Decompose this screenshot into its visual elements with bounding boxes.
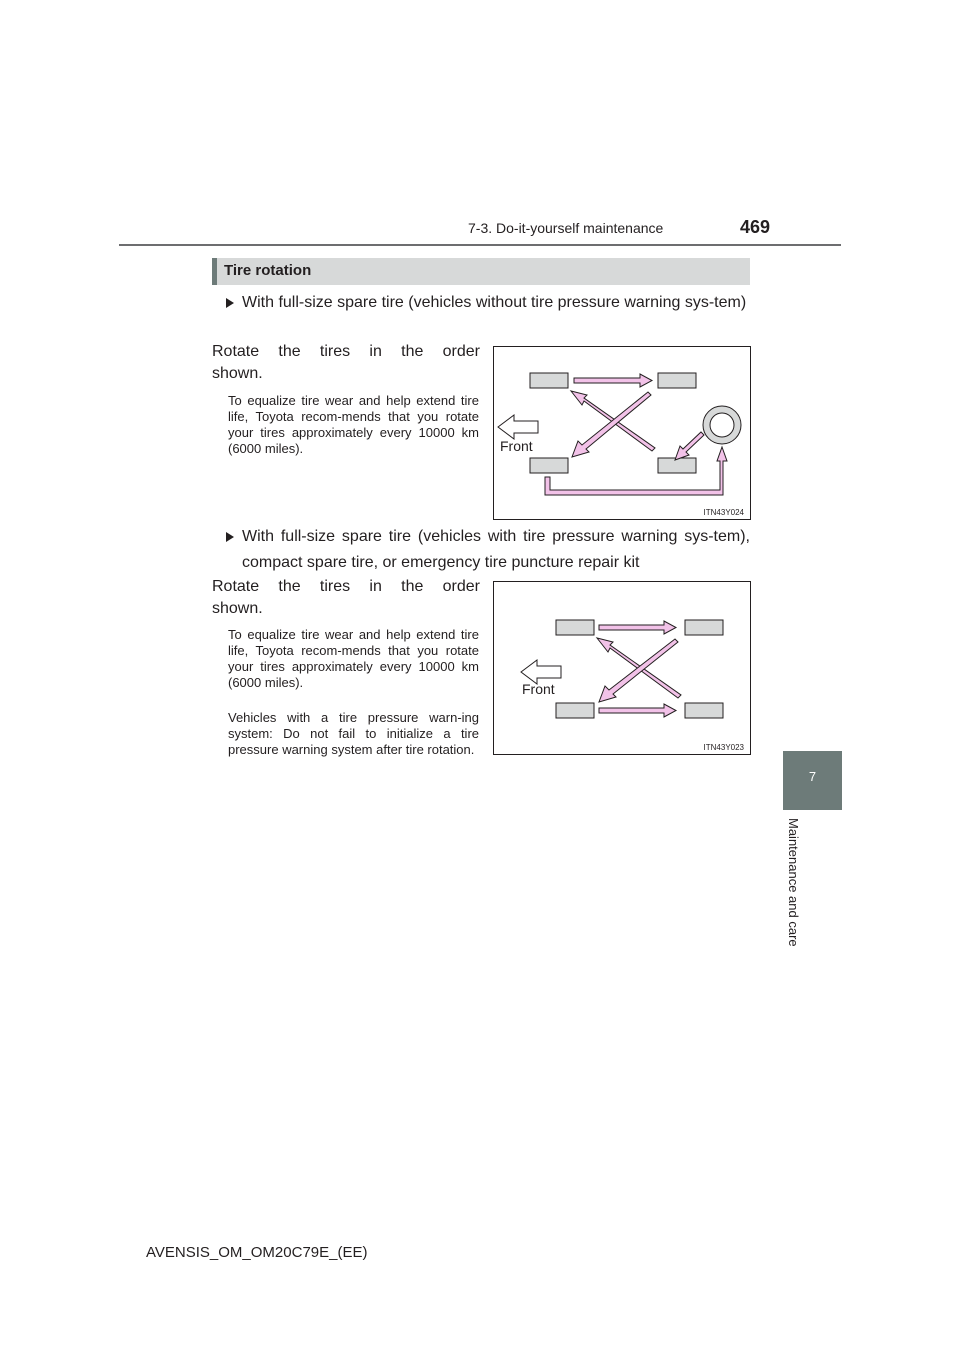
lead-text: shown. [212, 365, 263, 382]
lead-text: Rotate the tires in the order [212, 578, 480, 595]
tire-rear-right [685, 703, 723, 718]
header-divider [119, 244, 841, 246]
tire-front-right [530, 458, 568, 473]
front-direction-arrow [498, 415, 538, 439]
chapter-label: Maintenance and care [786, 818, 801, 947]
tire-rear-left [685, 620, 723, 635]
lead-text: Rotate the tires in the order [212, 343, 480, 360]
tire-rotation-diagram-1 [493, 346, 751, 520]
rotation-arrow [675, 432, 704, 460]
rotation-arrow [599, 704, 676, 717]
chapter-number: 7 [808, 769, 817, 784]
bullet-item-2 [220, 524, 750, 576]
rotation-arrow [545, 447, 727, 495]
section-title: Tire rotation [224, 262, 312, 279]
tire-rear-right [658, 458, 696, 473]
tire-front-left [556, 620, 594, 635]
bullet-triangle-icon [226, 532, 234, 542]
section-heading [212, 258, 750, 285]
page-number: 469 [740, 217, 771, 237]
bullet-text: With full-size spare tire (vehicles with tire pressure warning sys-tem), compact spare tire, or emergency tire puncture repair kit [242, 528, 750, 571]
tire-front-left [530, 373, 568, 388]
lead-text: shown. [212, 600, 263, 617]
bullet-item-1 [220, 290, 750, 316]
tire-rear-left [658, 373, 696, 388]
front-label: Front [522, 681, 555, 697]
manual-code: AVENSIS_OM_OM20C79E_(EE) [146, 1244, 368, 1261]
figure-code: ITN43Y024 [703, 508, 744, 517]
note-text: To equalize tire wear and help extend tire life, Toyota recom-mends that you rotate your tires approximately every 10000 km (6000 miles). [228, 393, 479, 456]
note-text: To equalize tire wear and help extend tire life, Toyota recom-mends that you rotate your tires approximately every 10000 km (6000 miles). [228, 627, 479, 690]
front-label: Front [500, 438, 533, 454]
rotation-arrow [574, 374, 652, 387]
figure-code: ITN43Y023 [703, 743, 744, 752]
tire-rotation-diagram-2 [493, 581, 751, 755]
section-accent [212, 258, 217, 285]
bullet-text: With full-size spare tire (vehicles without tire pressure warning sys-tem) [242, 294, 747, 311]
note-text: Vehicles with a tire pressure warn-ing system: Do not fail to initialize a tire pressure warning system after tire rotation. [228, 710, 479, 757]
rotation-arrow [599, 621, 676, 634]
tire-front-right [556, 703, 594, 718]
running-header: 7-3. Do-it-yourself maintenance [468, 220, 664, 236]
spare-tire [703, 406, 741, 444]
bullet-triangle-icon [226, 298, 234, 308]
chapter-tab [783, 751, 842, 810]
